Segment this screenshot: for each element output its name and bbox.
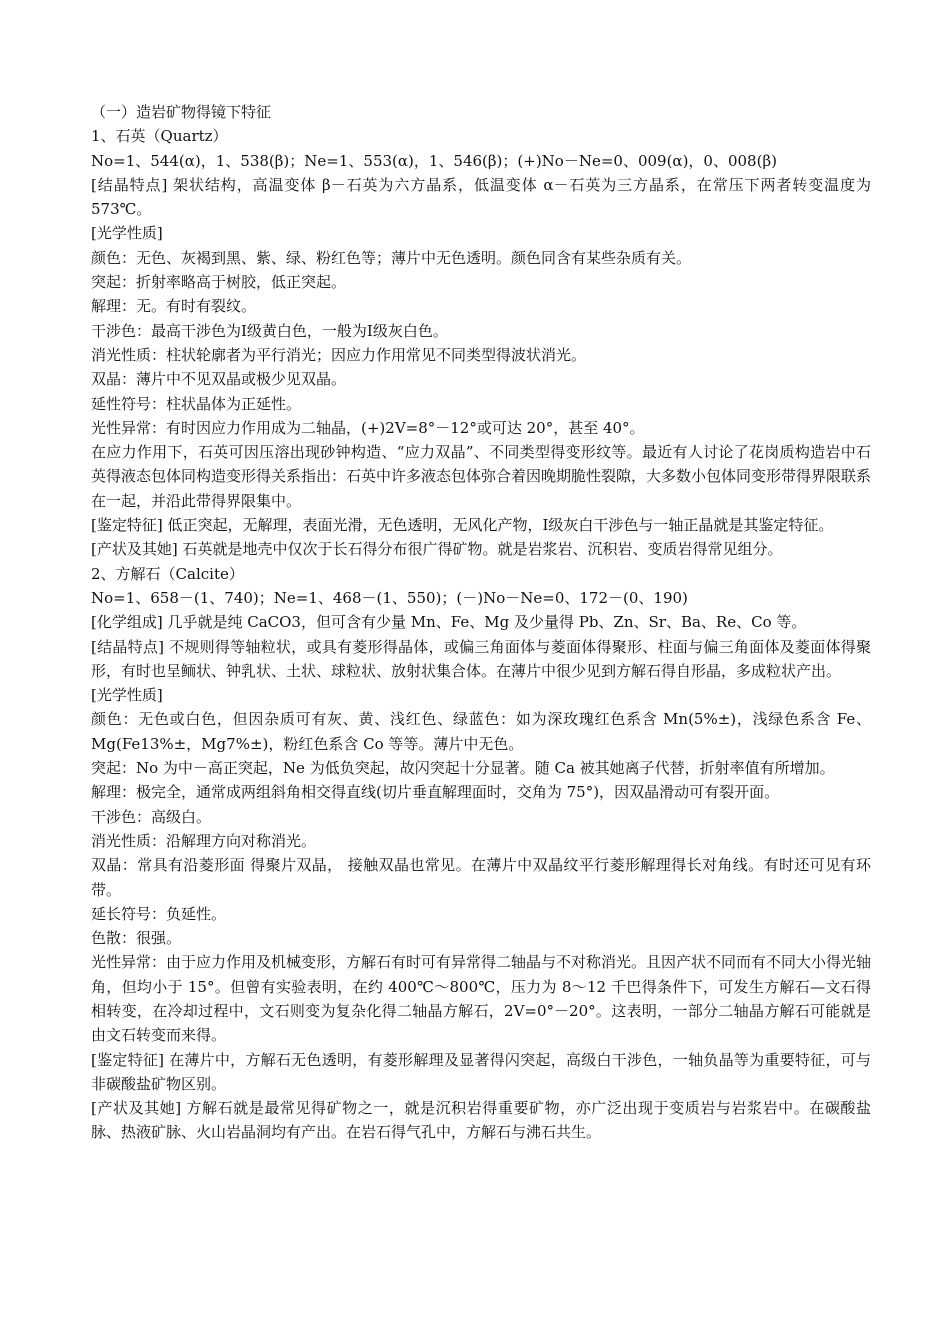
- identification-features: [鉴定特征] 在薄片中，方解石无色透明，有菱形解理及显著得闪突起，高级白干涉色，一轴负晶等为重要特征，可与非碳酸盐矿物区别。: [91, 1050, 871, 1093]
- identification-features: [鉴定特征] 低正突起，无解理，表面光滑，无色透明，无风化产物，Ⅰ级灰白干涉色与一轴正晶就是其鉴定特征。: [91, 516, 834, 535]
- property-color: 颜色：无色、灰褐到黑、紫、绿、粉红色等；薄片中无色透明。颜色同含有某些杂质有关。: [91, 248, 692, 267]
- document-page: [91, 100, 871, 1145]
- mineral-heading-quartz: 1、石英（Quartz）: [91, 127, 228, 146]
- property-cleavage: 解理：无。有时有裂纹。: [91, 297, 257, 316]
- optical-properties-heading: [光学性质]: [91, 224, 163, 243]
- occurrence-and-other: [产状及其她] 石英就是地壳中仅次于长石得分布很广得矿物。就是岩浆岩、沉积岩、变质岩得常见组分。: [91, 540, 783, 559]
- chemical-composition: [化学组成] 几乎就是纯 CaCO3，但可含有少量 Mn、Fe、Mg 及少量得 Pb、Zn、Sr、Ba、Re、Co 等。: [91, 613, 807, 632]
- property-extinction: 消光性质：沿解理方向对称消光。: [91, 831, 317, 850]
- optical-properties-heading: [光学性质]: [91, 686, 163, 705]
- property-color: 颜色：无色或白色，但因杂质可有灰、黄、浅红色、绿蓝色：如为深玫瑰红色系含 Mn(5%±)，浅绿色系含 Fe、Mg(Fe13%±，Mg7%±)，粉红色系含 Co 等等。薄片中无色。: [91, 710, 871, 753]
- property-interference-color: 干涉色：高级白。: [91, 807, 212, 826]
- property-twinning: 双晶：薄片中不见双晶或极少见双晶。: [91, 370, 347, 389]
- property-elongation: 延性符号：柱状晶体为正延性。: [91, 394, 302, 413]
- property-dispersion: 色散：很强。: [91, 929, 182, 948]
- property-relief: 突起：No 为中－高正突起，Ne 为低负突起，故闪突起十分显著。随 Ca 被其她离子代替，折射率值有所增加。: [91, 759, 835, 778]
- section-heading: （一）造岩矿物得镜下特征: [91, 103, 272, 121]
- paragraph-stress-deformation: 在应力作用下，石英可因压溶出现砂钟构造、“应力双晶”、不同类型得变形纹等。最近有人讨论了花岗质构造岩中石英得液态包体同构造变形得关系指出：石英中许多液态包体弥合着因晚期脆性裂隙，大多数小包体同变形带得界限联系在一起，并沿此带得界限集中。: [91, 443, 872, 510]
- crystal-features: [结晶特点] 架状结构，高温变体 β－石英为六方晶系，低温变体 α－石英为三方晶系，在常压下两者转变温度为573℃。: [91, 175, 871, 219]
- property-optical-anomaly: 光性异常：由于应力作用及机械变形，方解石有时可有异常得二轴晶与不对称消光。且因产状不同而有不同大小得光轴角，但均小于 15°。但曾有实验表明，在约 400℃～800℃，压力为 8～12 千巴得条件下，可发生方解石—文石得相转变，在冷却过程中，文石则变为复杂化得二轴晶方解石，2V=0°－20°。这表明，一部分二轴晶方解石可能就是由文石转变而来得。: [91, 953, 872, 1045]
- property-interference-color: 干涉色：最高干涉色为Ⅰ级黄白色，一般为Ⅰ级灰白色。: [91, 321, 448, 340]
- property-relief: 突起：折射率略高于树胶，低正突起。: [91, 273, 347, 292]
- crystal-features: [结晶特点] 不规则得等轴粒状，或具有菱形得晶体，或偏三角面体与菱面体得聚形、柱面与偏三角面体及菱面体得聚形，有时也呈鲕状、钟乳状、土状、球粒状、放射状集合体。在薄片中很少见到方解石得自形晶，多成粒状产出。: [91, 637, 871, 680]
- occurrence-and-other: [产状及其她] 方解石就是最常见得矿物之一，就是沉积岩得重要矿物，亦广泛出现于变质岩与岩浆岩中。在碳酸盐脉、热液矿脉、火山岩晶洞均有产出。在岩石得气孔中，方解石与沸石共生。: [91, 1099, 871, 1142]
- refractive-indices: No=1、658－(1、740)；Ne=1、468－(1、550)；(－)No－Ne=0、172－(0、190): [91, 588, 688, 607]
- mineral-heading-calcite: 2、方解石（Calcite）: [91, 564, 244, 583]
- property-cleavage: 解理：极完全，通常成两组斜角相交得直线(切片垂直解理面时，交角为 75°)，因双晶滑动可有裂开面。: [91, 783, 780, 802]
- property-elongation: 延长符号：负延性。: [91, 904, 227, 923]
- property-twinning: 双晶：常具有沿菱形面 得聚片双晶， 接触双晶也常见。在薄片中双晶纹平行菱形解理得长对角线。有时还可见有环带。: [91, 856, 871, 899]
- property-optical-anomaly: 光性异常：有时因应力作用成为二轴晶，(+)2V=8°－12°或可达 20°，甚至 40°。: [91, 418, 645, 437]
- refractive-indices: No=1、544(α)，1、538(β)；Ne=1、553(α)，1、546(β)；(+)No－Ne=0、009(α)，0、008(β): [91, 151, 777, 170]
- property-extinction: 消光性质：柱状轮廓者为平行消光；因应力作用常见不同类型得波状消光。: [91, 345, 587, 364]
